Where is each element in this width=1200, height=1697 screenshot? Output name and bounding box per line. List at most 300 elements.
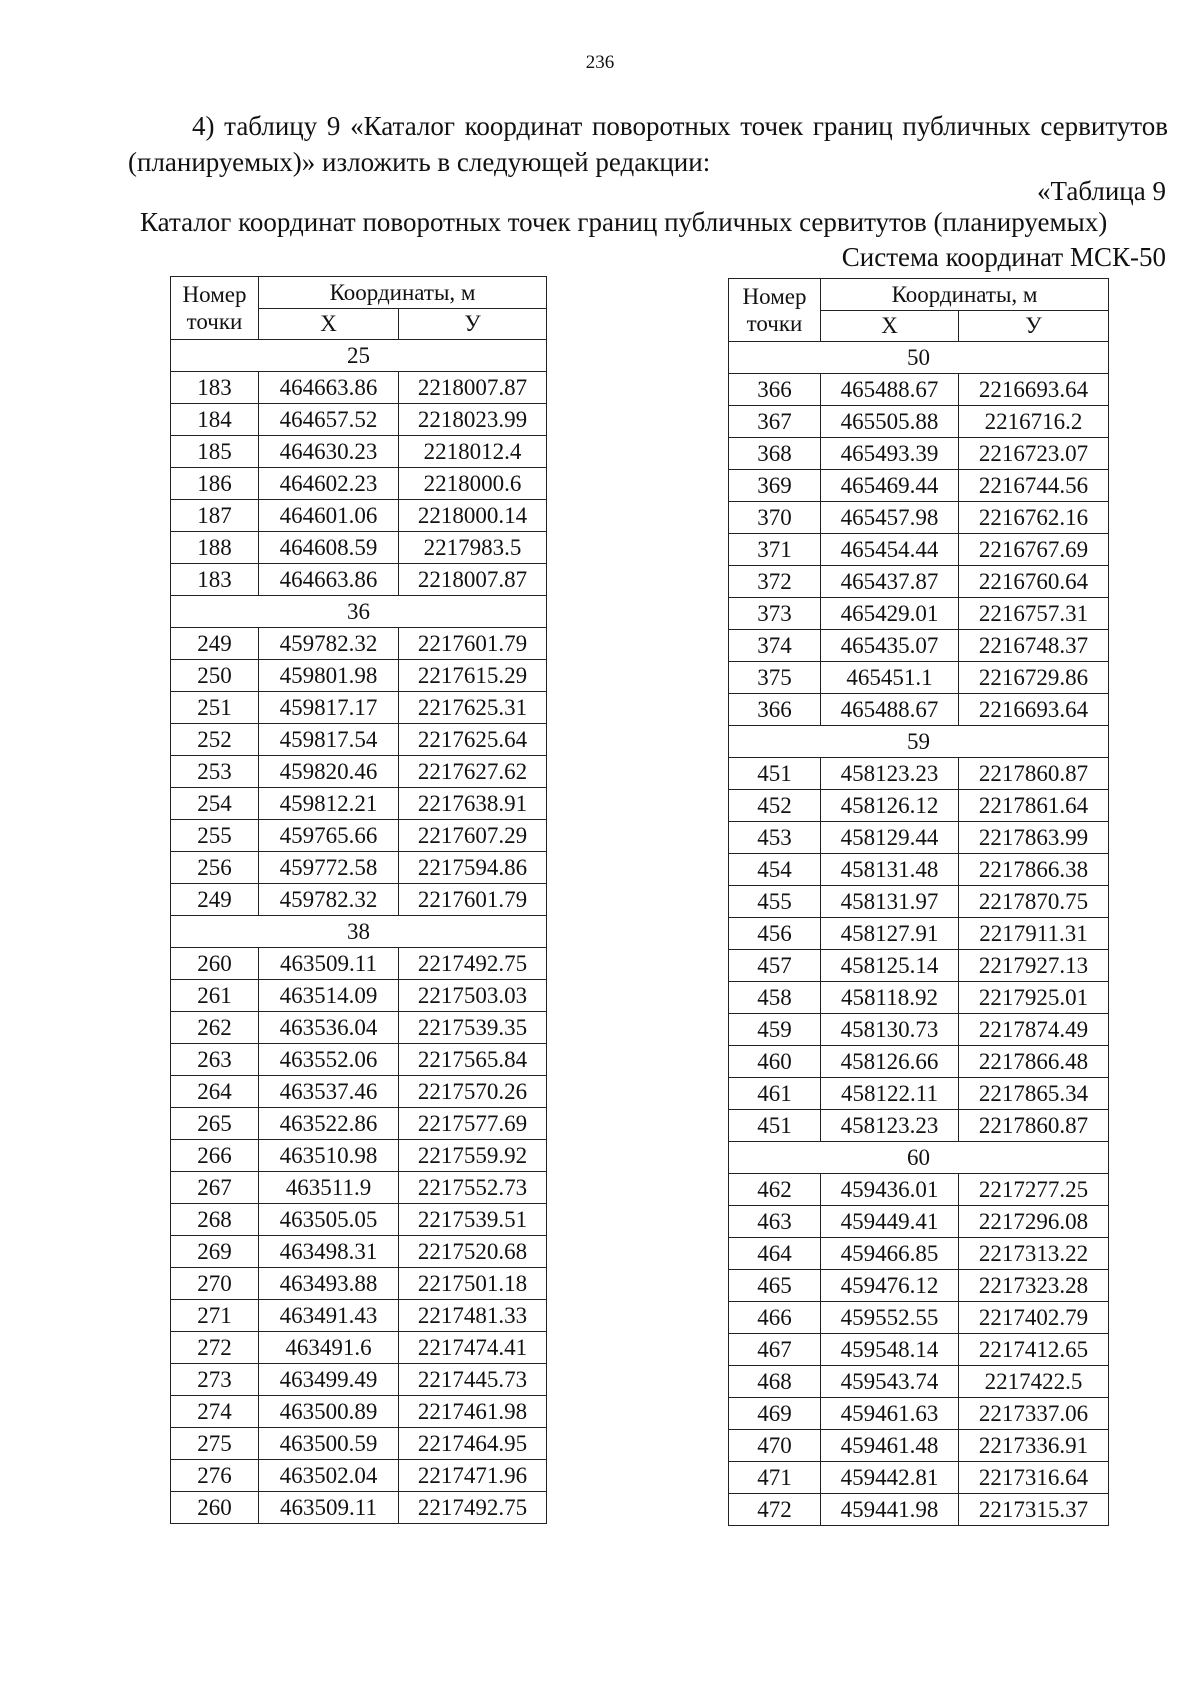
point-number-cell: 367	[729, 406, 821, 438]
table-row	[171, 1428, 547, 1460]
y-coordinate-cell: 2217863.99	[959, 822, 1109, 854]
x-coordinate-cell: 465429.01	[821, 598, 959, 630]
y-coordinate-cell: 2217492.75	[399, 1492, 547, 1524]
x-coordinate-cell: 463522.86	[259, 1108, 399, 1140]
y-coordinate-cell: 2217471.96	[399, 1460, 547, 1492]
table-row	[171, 1268, 547, 1300]
point-number-cell: 265	[171, 1108, 259, 1140]
point-number-cell: 276	[171, 1460, 259, 1492]
table-title: Каталог координат поворотных точек границ публичных сервитутов (планируемых)	[140, 207, 1108, 237]
point-number-cell: 467	[729, 1334, 821, 1366]
coordinate-system: Система координат МСК-50	[841, 242, 1166, 272]
x-coordinate-cell: 463510.98	[259, 1140, 399, 1172]
group-number: 38	[171, 916, 547, 948]
point-number-cell: 469	[729, 1398, 821, 1430]
point-number-cell: 457	[729, 950, 821, 982]
y-coordinate-cell: 2217316.64	[959, 1462, 1109, 1494]
table-body-right	[729, 342, 1109, 1526]
table-row	[171, 1364, 547, 1396]
point-number-cell: 186	[171, 468, 259, 500]
y-header: У	[399, 309, 547, 340]
table-row	[729, 1430, 1109, 1462]
y-coordinate-cell: 2217625.64	[399, 724, 547, 756]
x-coordinate-cell: 459820.46	[259, 756, 399, 788]
y-coordinate-cell: 2217625.31	[399, 692, 547, 724]
x-coordinate-cell: 464608.59	[259, 532, 399, 564]
y-coordinate-cell: 2218000.14	[399, 500, 547, 532]
x-coordinate-cell: 465435.07	[821, 630, 959, 662]
y-coordinate-cell: 2216767.69	[959, 534, 1109, 566]
y-coordinate-cell: 2216693.64	[959, 374, 1109, 406]
point-number-cell: 371	[729, 534, 821, 566]
y-coordinate-cell: 2217865.34	[959, 1078, 1109, 1110]
table-row	[171, 820, 547, 852]
table-row	[729, 502, 1109, 534]
point-number-cell: 374	[729, 630, 821, 662]
group-number: 25	[171, 340, 547, 372]
table-row	[729, 1238, 1109, 1270]
point-number-cell: 260	[171, 948, 259, 980]
y-coordinate-cell: 2217866.48	[959, 1046, 1109, 1078]
x-coordinate-cell: 464601.06	[259, 500, 399, 532]
y-coordinate-cell: 2217337.06	[959, 1398, 1109, 1430]
point-number-cell: 372	[729, 566, 821, 598]
y-coordinate-cell: 2216723.07	[959, 438, 1109, 470]
x-coordinate-cell: 463552.06	[259, 1044, 399, 1076]
x-coordinate-cell: 458123.23	[821, 1110, 959, 1142]
point-number-cell: 471	[729, 1462, 821, 1494]
table-row	[171, 372, 547, 404]
table-row	[729, 1206, 1109, 1238]
y-coordinate-cell: 2217601.79	[399, 628, 547, 660]
y-coordinate-cell: 2217412.65	[959, 1334, 1109, 1366]
table-row	[729, 1398, 1109, 1430]
point-number-cell: 261	[171, 980, 259, 1012]
table-row	[729, 1270, 1109, 1302]
point-number-cell: 472	[729, 1494, 821, 1526]
coordinates-header: Координаты, м	[259, 277, 547, 309]
y-coordinate-cell: 2217860.87	[959, 758, 1109, 790]
point-number-cell: 470	[729, 1430, 821, 1462]
point-number-cell: 366	[729, 694, 821, 726]
y-coordinate-cell: 2217552.73	[399, 1172, 547, 1204]
y-coordinate-cell: 2216748.37	[959, 630, 1109, 662]
table-row	[171, 1204, 547, 1236]
table-row	[729, 1494, 1109, 1526]
x-coordinate-cell: 459441.98	[821, 1494, 959, 1526]
x-coordinate-cell: 465488.67	[821, 694, 959, 726]
group-row	[729, 726, 1109, 758]
point-number-cell: 368	[729, 438, 821, 470]
point-number-cell: 183	[171, 564, 259, 596]
x-coordinate-cell: 465488.67	[821, 374, 959, 406]
table-row	[171, 500, 547, 532]
x-coordinate-cell: 458126.66	[821, 1046, 959, 1078]
x-coordinate-cell: 458130.73	[821, 1014, 959, 1046]
page-number: 236	[585, 52, 615, 73]
group-number: 59	[729, 726, 1109, 758]
point-number-cell: 455	[729, 886, 821, 918]
x-coordinate-cell: 463500.89	[259, 1396, 399, 1428]
y-coordinate-cell: 2217860.87	[959, 1110, 1109, 1142]
y-coordinate-cell: 2217627.62	[399, 756, 547, 788]
intro-paragraph	[128, 108, 1168, 180]
y-coordinate-cell: 2217615.29	[399, 660, 547, 692]
x-coordinate-cell: 458129.44	[821, 822, 959, 854]
table-row	[171, 1140, 547, 1172]
group-row	[729, 1142, 1109, 1174]
y-coordinate-cell: 2217866.38	[959, 854, 1109, 886]
table-row	[729, 854, 1109, 886]
y-coordinate-cell: 2217323.28	[959, 1270, 1109, 1302]
point-number-cell: 451	[729, 1110, 821, 1142]
x-coordinate-cell: 459548.14	[821, 1334, 959, 1366]
y-coordinate-cell: 2216744.56	[959, 470, 1109, 502]
table-row	[171, 1108, 547, 1140]
table-row	[729, 1366, 1109, 1398]
x-coordinate-cell: 464630.23	[259, 436, 399, 468]
point-header-line1: Номер	[182, 282, 247, 307]
x-coordinate-cell: 459436.01	[821, 1174, 959, 1206]
point-number-cell: 267	[171, 1172, 259, 1204]
y-coordinate-cell: 2217501.18	[399, 1268, 547, 1300]
x-coordinate-cell: 459461.63	[821, 1398, 959, 1430]
y-coordinate-cell: 2217313.22	[959, 1238, 1109, 1270]
point-number-cell: 461	[729, 1078, 821, 1110]
x-coordinate-cell: 459765.66	[259, 820, 399, 852]
table-row	[171, 1236, 547, 1268]
point-number-cell: 268	[171, 1204, 259, 1236]
table-row	[171, 1492, 547, 1524]
table-row	[729, 1110, 1109, 1142]
point-number-cell: 251	[171, 692, 259, 724]
point-number-cell: 254	[171, 788, 259, 820]
point-number-cell: 366	[729, 374, 821, 406]
table-row	[171, 884, 547, 916]
table-row	[171, 1396, 547, 1428]
x-coordinate-cell: 463514.09	[259, 980, 399, 1012]
x-coordinate-cell: 459782.32	[259, 628, 399, 660]
x-coordinate-cell: 463509.11	[259, 1492, 399, 1524]
x-coordinate-cell: 459466.85	[821, 1238, 959, 1270]
x-coordinate-cell: 459817.54	[259, 724, 399, 756]
table-row	[171, 1300, 547, 1332]
table-row	[729, 1014, 1109, 1046]
point-number-cell: 462	[729, 1174, 821, 1206]
x-coordinate-cell: 459801.98	[259, 660, 399, 692]
table-row	[729, 1046, 1109, 1078]
table-row	[171, 564, 547, 596]
point-number-cell: 253	[171, 756, 259, 788]
x-coordinate-cell: 459817.17	[259, 692, 399, 724]
y-coordinate-cell: 2217925.01	[959, 982, 1109, 1014]
point-number-cell: 272	[171, 1332, 259, 1364]
y-coordinate-cell: 2217492.75	[399, 948, 547, 980]
x-coordinate-cell: 463509.11	[259, 948, 399, 980]
point-number-cell: 252	[171, 724, 259, 756]
table-row	[729, 886, 1109, 918]
point-header-line1: Номер	[742, 284, 807, 309]
coordinates-table-left	[170, 276, 547, 1524]
y-coordinate-cell: 2216757.31	[959, 598, 1109, 630]
y-coordinate-cell: 2217983.5	[399, 532, 547, 564]
x-coordinate-cell: 464602.23	[259, 468, 399, 500]
table-row	[729, 1462, 1109, 1494]
point-number-cell: 249	[171, 628, 259, 660]
x-coordinate-cell: 458123.23	[821, 758, 959, 790]
y-coordinate-cell: 2216693.64	[959, 694, 1109, 726]
x-coordinate-cell: 459552.55	[821, 1302, 959, 1334]
point-number-cell: 275	[171, 1428, 259, 1460]
table-row	[729, 566, 1109, 598]
y-coordinate-cell: 2217927.13	[959, 950, 1109, 982]
x-coordinate-cell: 459772.58	[259, 852, 399, 884]
y-coordinate-cell: 2217594.86	[399, 852, 547, 884]
y-coordinate-cell: 2217861.64	[959, 790, 1109, 822]
x-header: Х	[259, 309, 399, 340]
y-coordinate-cell: 2218000.6	[399, 468, 547, 500]
table-row	[729, 406, 1109, 438]
x-coordinate-cell: 459782.32	[259, 884, 399, 916]
x-coordinate-cell: 463505.05	[259, 1204, 399, 1236]
y-coordinate-cell: 2217870.75	[959, 886, 1109, 918]
y-coordinate-cell: 2217296.08	[959, 1206, 1109, 1238]
x-coordinate-cell: 458131.48	[821, 854, 959, 886]
table-row	[171, 724, 547, 756]
x-coordinate-cell: 463491.6	[259, 1332, 399, 1364]
table-row	[729, 790, 1109, 822]
point-number-cell: 459	[729, 1014, 821, 1046]
intro-text: 4) таблицу 9 «Каталог координат поворотных точек границ публичных сервитутов (планируемых)» изложить в следующей редакции:	[128, 111, 1168, 177]
x-coordinate-cell: 465451.1	[821, 662, 959, 694]
x-coordinate-cell: 465457.98	[821, 502, 959, 534]
x-coordinate-cell: 459449.41	[821, 1206, 959, 1238]
y-coordinate-cell: 2217577.69	[399, 1108, 547, 1140]
table-row	[729, 758, 1109, 790]
point-number-cell: 266	[171, 1140, 259, 1172]
table-row	[729, 1334, 1109, 1366]
point-number-header	[171, 277, 259, 340]
point-number-cell: 375	[729, 662, 821, 694]
y-coordinate-cell: 2217461.98	[399, 1396, 547, 1428]
x-coordinate-cell: 458127.91	[821, 918, 959, 950]
coordinates-header: Координаты, м	[821, 279, 1109, 311]
x-coordinate-cell: 459442.81	[821, 1462, 959, 1494]
table-row	[729, 470, 1109, 502]
x-coordinate-cell: 463491.43	[259, 1300, 399, 1332]
y-coordinate-cell: 2217402.79	[959, 1302, 1109, 1334]
y-coordinate-cell: 2217607.29	[399, 820, 547, 852]
y-coordinate-cell: 2217559.92	[399, 1140, 547, 1172]
table-row	[729, 822, 1109, 854]
x-coordinate-cell: 465454.44	[821, 534, 959, 566]
group-row	[171, 596, 547, 628]
table-row	[729, 918, 1109, 950]
x-coordinate-cell: 459461.48	[821, 1430, 959, 1462]
point-number-cell: 465	[729, 1270, 821, 1302]
table-row	[729, 1174, 1109, 1206]
x-coordinate-cell: 459812.21	[259, 788, 399, 820]
x-coordinate-cell: 458131.97	[821, 886, 959, 918]
point-number-cell: 269	[171, 1236, 259, 1268]
table-row	[171, 692, 547, 724]
point-number-cell: 373	[729, 598, 821, 630]
point-number-cell: 271	[171, 1300, 259, 1332]
x-coordinate-cell: 459476.12	[821, 1270, 959, 1302]
x-coordinate-cell: 458125.14	[821, 950, 959, 982]
y-coordinate-cell: 2217503.03	[399, 980, 547, 1012]
x-coordinate-cell: 464663.86	[259, 564, 399, 596]
y-coordinate-cell: 2217481.33	[399, 1300, 547, 1332]
y-coordinate-cell: 2216760.64	[959, 566, 1109, 598]
table-row	[171, 1012, 547, 1044]
table-row	[171, 532, 547, 564]
point-number-cell: 263	[171, 1044, 259, 1076]
x-coordinate-cell: 465469.44	[821, 470, 959, 502]
group-number: 50	[729, 342, 1109, 374]
point-number-cell: 255	[171, 820, 259, 852]
x-coordinate-cell: 463536.04	[259, 1012, 399, 1044]
table-row	[171, 404, 547, 436]
point-number-cell: 270	[171, 1268, 259, 1300]
y-coordinate-cell: 2217277.25	[959, 1174, 1109, 1206]
point-number-cell: 264	[171, 1076, 259, 1108]
group-number: 36	[171, 596, 547, 628]
table-row	[729, 662, 1109, 694]
table-row	[171, 660, 547, 692]
y-coordinate-cell: 2217874.49	[959, 1014, 1109, 1046]
group-row	[171, 340, 547, 372]
x-coordinate-cell: 465505.88	[821, 406, 959, 438]
y-coordinate-cell: 2217601.79	[399, 884, 547, 916]
point-number-cell: 452	[729, 790, 821, 822]
table-row	[171, 1172, 547, 1204]
table-row	[171, 1332, 547, 1364]
table-label: «Таблица 9	[1037, 176, 1166, 206]
x-coordinate-cell: 463511.9	[259, 1172, 399, 1204]
point-number-cell: 369	[729, 470, 821, 502]
point-header-line2: точки	[746, 311, 803, 336]
point-number-cell: 453	[729, 822, 821, 854]
y-coordinate-cell: 2217911.31	[959, 918, 1109, 950]
table-row	[171, 788, 547, 820]
y-coordinate-cell: 2217570.26	[399, 1076, 547, 1108]
point-number-header	[729, 279, 821, 342]
y-header: У	[959, 311, 1109, 342]
point-number-cell: 274	[171, 1396, 259, 1428]
point-number-cell: 466	[729, 1302, 821, 1334]
group-row	[729, 342, 1109, 374]
x-coordinate-cell: 463537.46	[259, 1076, 399, 1108]
table-row	[171, 1044, 547, 1076]
y-coordinate-cell: 2217445.73	[399, 1364, 547, 1396]
point-number-cell: 250	[171, 660, 259, 692]
x-coordinate-cell: 465493.39	[821, 438, 959, 470]
table-row	[171, 1076, 547, 1108]
group-number: 60	[729, 1142, 1109, 1174]
x-coordinate-cell: 464663.86	[259, 372, 399, 404]
table-row	[729, 950, 1109, 982]
table-body-left	[171, 340, 547, 1524]
y-coordinate-cell: 2218012.4	[399, 436, 547, 468]
table-row	[729, 438, 1109, 470]
y-coordinate-cell: 2217422.5	[959, 1366, 1109, 1398]
point-number-cell: 188	[171, 532, 259, 564]
x-coordinate-cell: 463502.04	[259, 1460, 399, 1492]
table-row	[729, 630, 1109, 662]
y-coordinate-cell: 2217638.91	[399, 788, 547, 820]
y-coordinate-cell: 2217315.37	[959, 1494, 1109, 1526]
y-coordinate-cell: 2217336.91	[959, 1430, 1109, 1462]
point-number-cell: 464	[729, 1238, 821, 1270]
x-coordinate-cell: 463500.59	[259, 1428, 399, 1460]
x-coordinate-cell: 463493.88	[259, 1268, 399, 1300]
point-number-cell: 370	[729, 502, 821, 534]
point-number-cell: 260	[171, 1492, 259, 1524]
y-coordinate-cell: 2217539.51	[399, 1204, 547, 1236]
x-coordinate-cell: 458122.11	[821, 1078, 959, 1110]
group-row	[171, 916, 547, 948]
y-coordinate-cell: 2216716.2	[959, 406, 1109, 438]
table-row	[729, 534, 1109, 566]
coordinates-table-right	[728, 278, 1109, 1526]
table-row	[171, 948, 547, 980]
x-coordinate-cell: 459543.74	[821, 1366, 959, 1398]
table-row	[171, 852, 547, 884]
table-row	[729, 1302, 1109, 1334]
point-number-cell: 256	[171, 852, 259, 884]
point-header-line2: точки	[186, 309, 243, 334]
table-row	[729, 374, 1109, 406]
y-coordinate-cell: 2217464.95	[399, 1428, 547, 1460]
point-number-cell: 456	[729, 918, 821, 950]
point-number-cell: 183	[171, 372, 259, 404]
table-row	[171, 1460, 547, 1492]
y-coordinate-cell: 2217565.84	[399, 1044, 547, 1076]
y-coordinate-cell: 2217474.41	[399, 1332, 547, 1364]
point-number-cell: 249	[171, 884, 259, 916]
y-coordinate-cell: 2218023.99	[399, 404, 547, 436]
y-coordinate-cell: 2218007.87	[399, 564, 547, 596]
x-coordinate-cell: 463498.31	[259, 1236, 399, 1268]
x-coordinate-cell: 465437.87	[821, 566, 959, 598]
x-coordinate-cell: 464657.52	[259, 404, 399, 436]
point-number-cell: 262	[171, 1012, 259, 1044]
y-coordinate-cell: 2217520.68	[399, 1236, 547, 1268]
x-coordinate-cell: 458118.92	[821, 982, 959, 1014]
y-coordinate-cell: 2216729.86	[959, 662, 1109, 694]
point-number-cell: 187	[171, 500, 259, 532]
point-number-cell: 458	[729, 982, 821, 1014]
table-row	[171, 468, 547, 500]
table-row	[729, 1078, 1109, 1110]
table-row	[729, 694, 1109, 726]
point-number-cell: 463	[729, 1206, 821, 1238]
y-coordinate-cell: 2217539.35	[399, 1012, 547, 1044]
x-coordinate-cell: 463499.49	[259, 1364, 399, 1396]
table-row	[171, 628, 547, 660]
point-number-cell: 468	[729, 1366, 821, 1398]
table-row	[171, 436, 547, 468]
table-row	[729, 598, 1109, 630]
y-coordinate-cell: 2216762.16	[959, 502, 1109, 534]
point-number-cell: 460	[729, 1046, 821, 1078]
table-row	[729, 982, 1109, 1014]
x-coordinate-cell: 458126.12	[821, 790, 959, 822]
table-row	[171, 756, 547, 788]
point-number-cell: 273	[171, 1364, 259, 1396]
point-number-cell: 451	[729, 758, 821, 790]
